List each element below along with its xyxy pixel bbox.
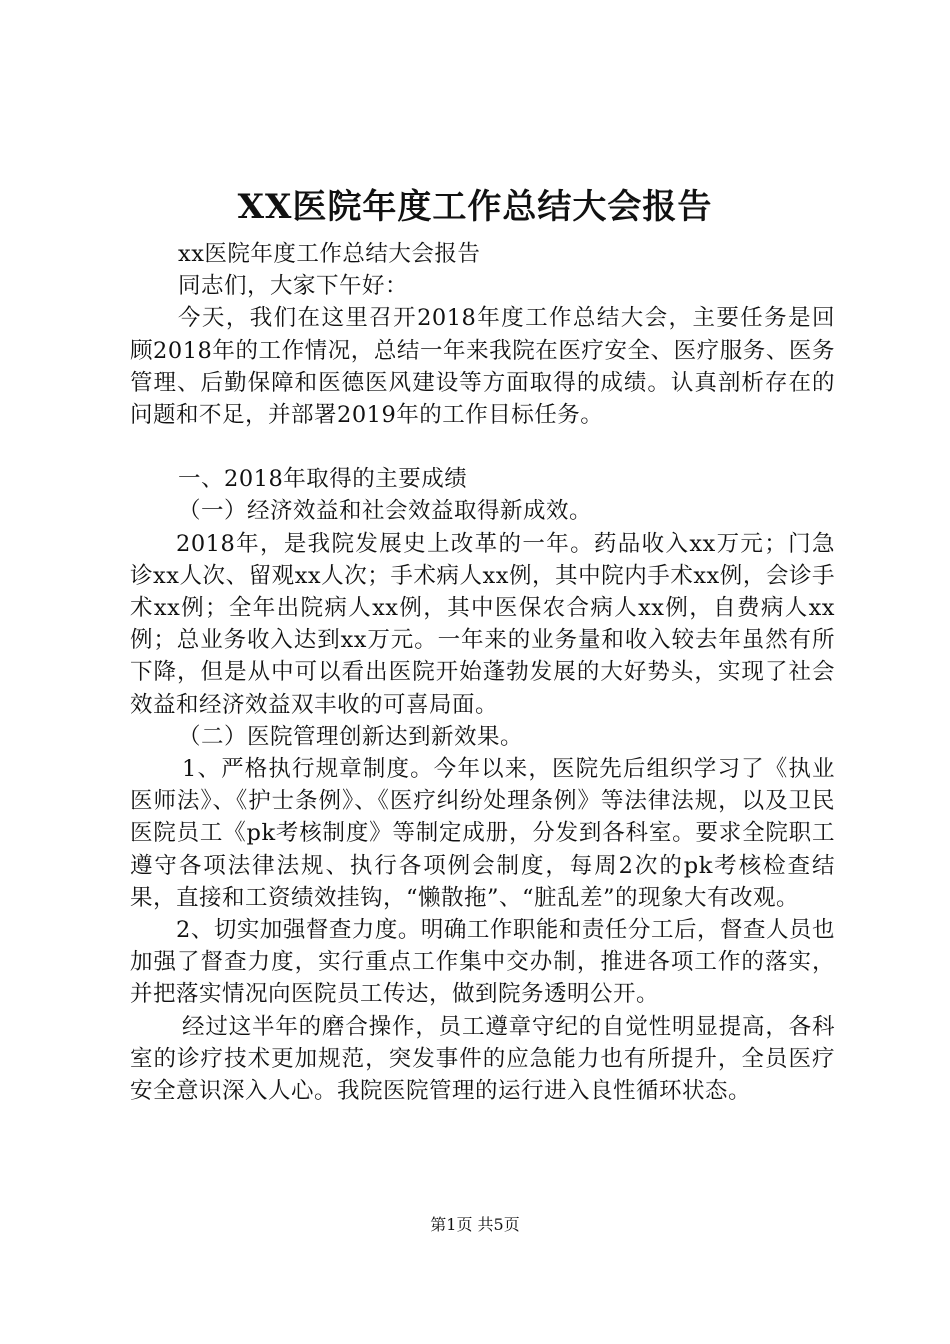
paragraph-gap [130,431,835,463]
greeting-paragraph: 同志们，大家下午好： [178,273,409,300]
subtitle-paragraph: xx医院年度工作总结大会报告 [178,241,481,267]
body-paragraph: 经过这半年的磨合操作，员工遵章守纪的自觉性明显提高，各科室的诊疗技术更加规范，突发事件的应急能力也有所提升，全员医疗安全意识深入人心。我院医院管理的运行进入良性循环状态。 [130,1013,835,1105]
body-paragraph: 2018年，是我院发展史上改革的一年。药品收入xx万元；门急诊xx人次、留观xx人次；手术病人xx例，其中院内手术xx例，会诊手术xx例；全年出院病人xx例，其中医保农合病人xx例，自费病人xx例；总业务收入达到xx万元。一年来的业务量和收入较去年虽然有所下降，但是从中可以看出医院开始蓬勃发展的大好势头，实现了社会效益和经济效益双丰收的可喜局面。 [130,530,835,718]
document-title: XX医院年度工作总结大会报告 [237,187,713,227]
subsection-heading: （一）经济效益和社会效益取得新成效。 [178,498,593,525]
page-number-footer: 第1页 共5页 [430,1215,520,1234]
document-body [130,238,835,1107]
section-heading: 一、2018年取得的主要成绩 [178,466,468,493]
body-paragraph: 2、切实加强督查力度。明确工作职能和责任分工后，督查人员也加强了督查力度，实行重点工作集中交办制，推进各项工作的落实，并把落实情况向医院员工传达，做到院务透明公开。 [130,917,835,1008]
intro-paragraph: 今天，我们在这里召开2018年度工作总结大会，主要任务是回顾2018年的工作情况，总结一年来我院在医疗安全、医疗服务、医务管理、后勤保障和医德医风建设等方面取得的成绩。认真剖析存在的问题和不足，并部署2019年的工作目标任务。 [130,305,835,429]
subsection-heading: （二）医院管理创新达到新效果。 [178,723,524,750]
body-paragraph: 1、严格执行规章制度。今年以来，医院先后组织学习了《执业医师法》、《护士条例》、《医疗纠纷处理条例》等法律法规，以及卫民医院员工《pk考核制度》等制定成册，分发到各科室。要求全院职工遵守各项法律法规、执行各项例会制度，每周2次的pk考核检查结果，直接和工资绩效挂钩，“懒散拖”、“脏乱差”的现象大有改观。 [130,756,835,911]
